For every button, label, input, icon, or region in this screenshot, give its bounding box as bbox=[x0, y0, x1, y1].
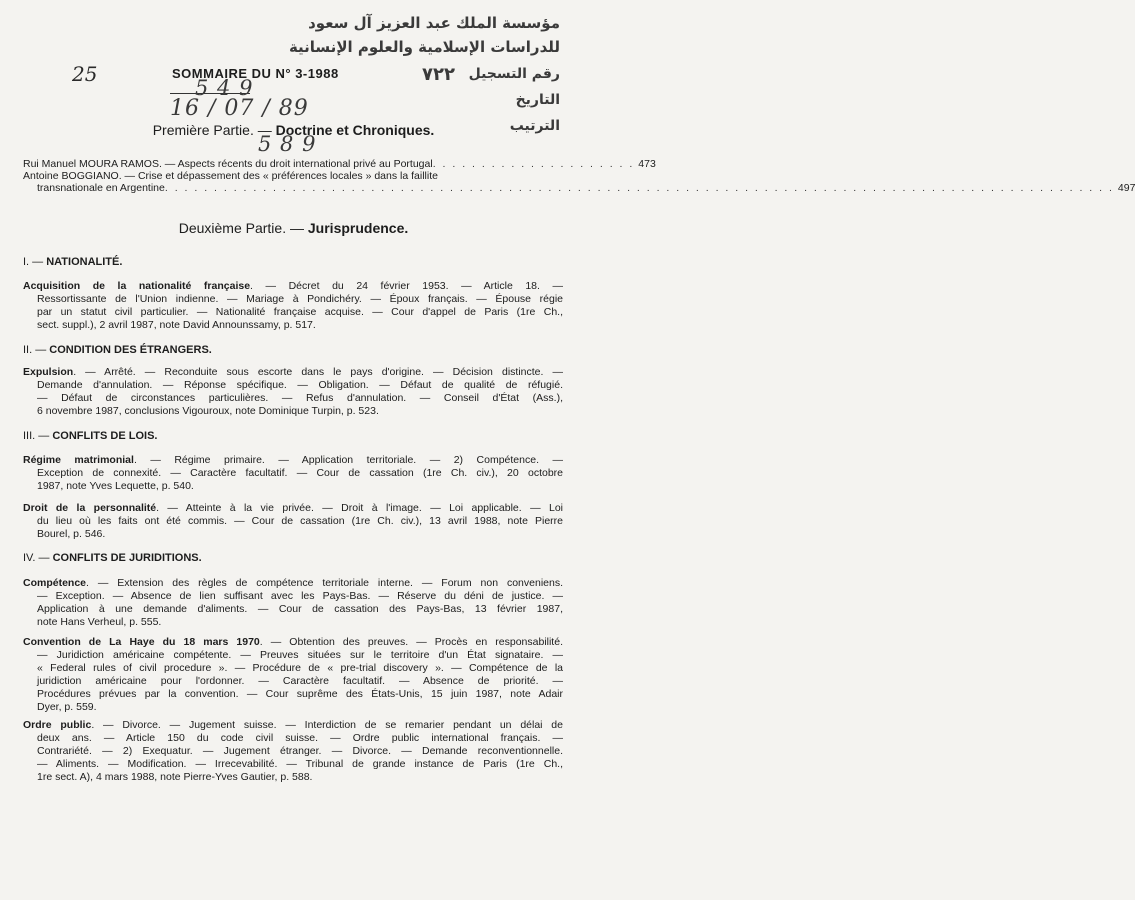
handwritten-page-number: 25 bbox=[72, 62, 98, 86]
jurisprudence-entry: Droit de la personnalité. — Atteinte à la vie privée. — Droit à l'image. — Loi applicable. — Loi du lieu où les faits ont été commis. — Cour de cassation (1re Ch. civ.), 13 avril 1988, note Pierre Bourel, p. 546. bbox=[23, 502, 563, 540]
stamp-line: التاريخ bbox=[515, 92, 560, 108]
stamp-line: الترتيب bbox=[509, 118, 560, 134]
section-heading: IV. — CONFLITS DE JURIDITIONS. bbox=[23, 552, 202, 564]
section-heading: I. — NATIONALITÉ. bbox=[23, 256, 123, 268]
handwritten-order: 5 8 9 bbox=[258, 132, 317, 156]
jurisprudence-entry: Compétence. — Extension des règles de compétence territoriale interne. — Forum non conveniens. — Exception. — Absence de lien suffisant avec les Pays-Bas. — Réserve du déni de justice. — Application à une demande d'aliments. — Cour de cassation des Pays-Bas, 13 février 1987, note Hans Verheul, p. 555. bbox=[23, 577, 563, 628]
stamp-number: ٧٢٢ bbox=[422, 64, 455, 84]
summary-title: SOMMAIRE DU N° 3-1988 bbox=[172, 66, 339, 81]
jurisprudence-entry: Acquisition de la nationalité française. — Décret du 24 février 1953. — Article 18. — Ressortissante de l'Union indienne. — Mariage à Pondichéry. — Époux français. — Épouse régie par un statut civil particulier. — Nationalité française acquise. — Cour d'appel de Paris (1re Ch., sect. suppl.), 2 avril 1987, note David Announssamy, p. 517. bbox=[23, 280, 563, 331]
stamp-line: للدراسات الإسلامية والعلوم الإنسانية bbox=[288, 38, 560, 56]
toc-row: transnationale en Argentine . . . . . . . . . . . . . . . . . . . . . . . . . . . . . . . . . . . . . . . . . . . . . . . . . . . . . . . . . . . . . . . . . . . . . . . . . . . . . . . . . . . . . . . . . . . . . . . . . 497 bbox=[37, 182, 1135, 194]
part-two-heading: Deuxième Partie. — Jurisprudence. bbox=[178, 220, 409, 236]
part-one-heading: Première Partie. — Doctrine et Chroniques. bbox=[152, 122, 435, 138]
jurisprudence-entry: Régime matrimonial. — Régime primaire. — Application territoriale. — 2) Compétence. — Exception de connexité. — Caractère facultatif. — Cour de cassation (1re Ch. civ.), 20 octobre 1987, note Yves Lequette, p. 540. bbox=[23, 454, 563, 492]
jurisprudence-entry: Expulsion. — Arrêté. — Reconduite sous escorte dans le pays d'origine. — Décision distincte. — Demande d'annulation. — Réponse spécifique. — Obligation. — Défaut de qualité de réfugié. — Défaut de circonstances particulières. — Refus d'annulation. — Conseil d'État (Ass.), 6 novembre 1987, conclusions Vigouroux, note Dominique Turpin, p. 523. bbox=[23, 366, 563, 417]
handwritten-registration: 5 4 9 bbox=[195, 76, 254, 100]
stamp-line: مؤسسة الملك عبد العزيز آل سعود bbox=[308, 14, 560, 32]
section-heading: II. — CONDITION DES ÉTRANGERS. bbox=[23, 344, 212, 356]
toc-row: Antoine BOGGIANO. — Crise et dépassement des « préférences locales » dans la faillite bbox=[23, 170, 438, 182]
handwritten-date: 16 / 07 / 89 bbox=[170, 96, 309, 121]
toc-row: Rui Manuel MOURA RAMOS. — Aspects récents du droit international privé au Portugal . . . . . . . . . . . . . . . . . . . . . 473 bbox=[23, 158, 656, 170]
table-of-contents bbox=[23, 158, 1135, 194]
stamp-line: رقم التسجيل bbox=[468, 66, 560, 82]
jurisprudence-entry: Ordre public. — Divorce. — Jugement suisse. — Interdiction de se remarier pendant un délai de deux ans. — Article 150 du code civil suisse. — Ordre public international français. — Contrariété. — 2) Exequatur. — Jugement étranger. — Divorce. — Demande reconventionnelle. — Aliments. — Modification. — Irrecevabilité. — Tribunal de grande instance de Paris (1re Ch., 1re sect. A), 4 mars 1988, note Pierre-Yves Gautier, p. 588. bbox=[23, 719, 563, 783]
jurisprudence-entry: Convention de La Haye du 18 mars 1970. — Obtention des preuves. — Procès en responsabilité. — Juridiction américaine compétente. — Preuves situées sur le territoire d'un État signataire. — « Federal rules of civil procedure ». — Procédure de « pre-trial discovery ». — Compétence de la juridiction américaine pour l'ordonner. — Caractère facultatif. — Absence de priorité. — Procédures prévues par la convention. — Cour suprême des États-Unis, 15 juin 1987, note Adair Dyer, p. 559. bbox=[23, 636, 563, 713]
section-heading: III. — CONFLITS DE LOIS. bbox=[23, 430, 158, 442]
